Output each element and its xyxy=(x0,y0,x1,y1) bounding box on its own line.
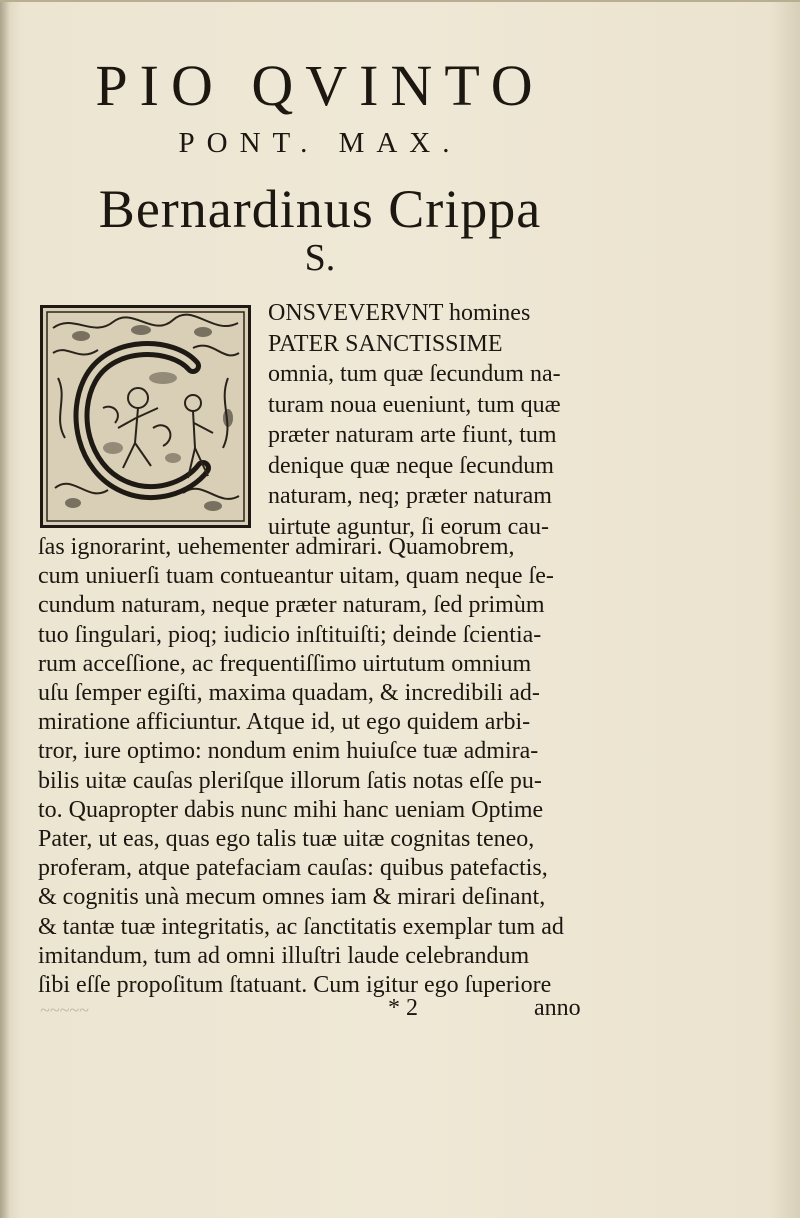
catchword: anno xyxy=(534,995,581,1021)
bleed-through-smudge: ~~~~~ xyxy=(40,1000,89,1020)
text-line: PATER SANCTISSIME xyxy=(268,330,503,357)
text-line: Pater, ut eas, quas ego talis tuæ uitæ cognitas teneo, xyxy=(38,826,535,852)
text-line: præter naturam arte fiunt, tum xyxy=(268,422,557,448)
text-line: proferam, atque patefaciam cauſas: quibus patefactis, xyxy=(38,855,548,882)
text-line: uſu ſemper egiſti, maxima quadam, & incredibili ad- xyxy=(38,680,540,706)
text-line: ſibi eſſe propoſitum ſtatuant. Cum igitur ego ſuperiore xyxy=(38,972,552,998)
text-line: to. Quapropter dabis nunc mihi hanc ueniam Optime xyxy=(38,796,544,823)
text-line: ONSVEVERVNT homines xyxy=(268,300,531,326)
heading-line-4: S. xyxy=(304,237,336,279)
page-top-edge xyxy=(0,0,800,2)
text-line: & cognitis unà mecum omnes iam & mirari deſinant, xyxy=(38,884,546,911)
text-line: cundum naturam, neque præter naturam, ſed primùm xyxy=(38,592,545,619)
signature-mark: * 2 xyxy=(388,995,418,1021)
text-line: miratione afficiuntur. Atque id, ut ego quidem arbi- xyxy=(38,709,531,736)
heading-line-1: PIO QVINTO xyxy=(95,53,545,118)
text-line: omnia, tum quæ ſecundum na- xyxy=(268,361,561,387)
text-line: turam noua eueniunt, tum quæ xyxy=(268,391,561,418)
text-line: tror, iure optimo: nondum enim huiuſce tuæ admira- xyxy=(38,738,539,765)
text-line: naturam, neq; præter naturam xyxy=(268,483,552,509)
text-line: tuo ſingulari, pioq; iudicio inſtituiſti; deinde ſcientia- xyxy=(38,621,542,648)
text-line: uirtute aguntur, ſi eorum cau- xyxy=(268,513,549,540)
text-line: bilis uitæ cauſas pleriſque illorum ſatis notas eſſe pu- xyxy=(38,767,542,794)
text-line: denique quæ neque ſecundum xyxy=(268,452,554,479)
text-line: rum acceſſione, ac frequentiſſimo uirtutum omnium xyxy=(38,650,532,677)
heading-line-2: PONT. MAX. xyxy=(178,127,462,159)
text-line: cum uniuerſi tuam contueantur uitam, quam neque ſe- xyxy=(38,563,554,590)
text-line: & tantæ tuæ integritatis, ac ſanctitatis exemplar tum ad xyxy=(38,913,564,940)
decorated-initial-icon xyxy=(40,305,251,528)
text-line: imitandum, tum ad omni illuſtri laude celebrandum xyxy=(38,942,530,969)
text-line: ſas ignorarint, uehementer admirari. Quamobrem, xyxy=(38,534,515,560)
heading-line-3: Bernardinus Crippa xyxy=(98,179,542,239)
